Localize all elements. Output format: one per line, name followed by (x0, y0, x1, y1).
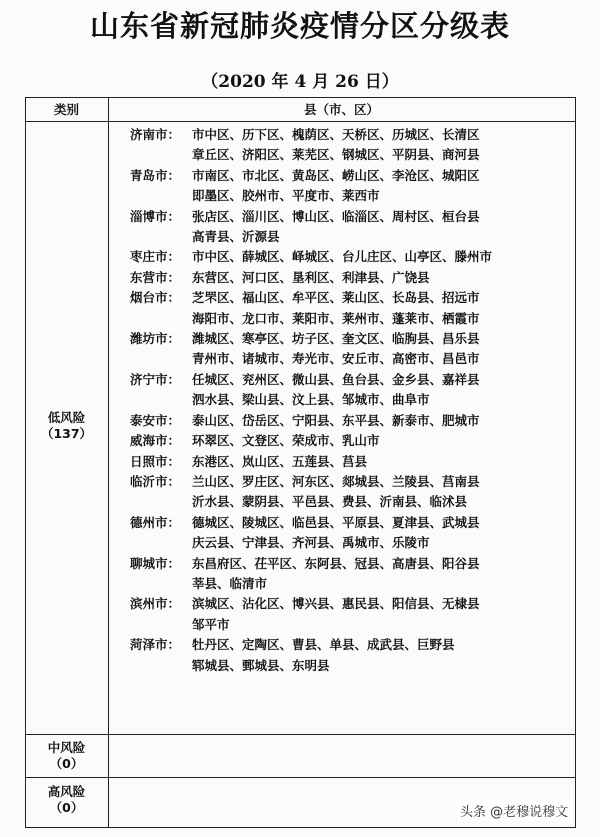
city-name-spacer (130, 349, 192, 369)
low-risk-label (25, 410, 108, 442)
city-name-spacer (130, 309, 192, 329)
date-line: （2020 年 4 月 26 日） (201, 72, 399, 92)
county-list: 泰山区、岱岳区、宁阳县、东平县、新泰市、肥城市 (192, 412, 480, 428)
city-row (130, 492, 492, 512)
city-name-spacer (130, 615, 192, 635)
county-list: 庆云县、宁津县、齐河县、禹城市、乐陵市 (192, 535, 430, 551)
low-risk-county-list (130, 125, 492, 676)
header-county: 县（市、区） (303, 102, 379, 117)
city-row (130, 309, 492, 329)
city-name: 济宁市： (130, 371, 181, 387)
county-list: 东昌府区、茌平区、东阿县、冠县、高唐县、阳谷县 (192, 555, 480, 571)
page-title: 山东省新冠肺炎疫情分区分级表 (89, 9, 510, 43)
city-name-spacer (130, 227, 192, 247)
row-divider-low-medium (25, 734, 575, 735)
high-risk-count: （0） (49, 800, 84, 815)
medium-risk-title: 中风险 (47, 740, 86, 755)
city-row (130, 166, 492, 186)
county-list: 兰山区、罗庄区、河东区、郯城县、兰陵县、莒南县 (192, 473, 480, 489)
city-row (130, 533, 492, 553)
county-list: 泗水县、梁山县、汶上县、邹城市、曲阜市 (192, 392, 430, 408)
city-row (130, 227, 492, 247)
county-list: 任城区、兖州区、微山县、鱼台县、金乡县、嘉祥县 (192, 371, 480, 387)
city-row (130, 247, 492, 267)
city-name: 济南市： (130, 127, 181, 142)
row-divider-medium-high (25, 777, 575, 778)
city-row (130, 513, 492, 533)
city-name-spacer (130, 656, 192, 676)
city-row (130, 390, 492, 410)
city-name-spacer (130, 574, 192, 594)
county-list: 牡丹区、定陶区、曹县、单县、成武县、巨野县 (192, 637, 455, 653)
watermark: 头条 @老穆说穆文 (456, 800, 572, 821)
header-divider (25, 121, 575, 122)
county-list: 即墨区、胶州市、平度市、莱西市 (192, 188, 380, 204)
city-name: 东营市： (130, 269, 181, 285)
county-list: 滨城区、沾化区、博兴县、惠民县、阳信县、无棣县 (192, 596, 480, 612)
city-row (130, 349, 492, 369)
city-row (130, 145, 492, 165)
city-name-spacer (130, 533, 192, 553)
city-row (130, 656, 492, 676)
county-list: 海阳市、龙口市、莱阳市、莱州市、蓬莱市、栖霞市 (192, 310, 480, 326)
city-row (130, 472, 492, 492)
city-name: 聊城市： (130, 555, 181, 571)
medium-risk-count: （0） (49, 756, 84, 771)
city-name-spacer (130, 145, 192, 165)
county-list: 市中区、历下区、槐荫区、天桥区、历城区、长清区 (192, 127, 480, 142)
low-risk-title: 低风险 (47, 410, 86, 425)
county-list: 芝罘区、福山区、牟平区、莱山区、长岛县、招远市 (192, 290, 480, 306)
city-name: 滨州市： (130, 596, 181, 612)
county-list: 市中区、薛城区、峄城区、台儿庄区、山亭区、滕州市 (192, 249, 493, 265)
county-list: 德城区、陵城区、临邑县、平原县、夏津县、武城县 (192, 514, 480, 530)
county-list: 东营区、河口区、垦利区、利津县、广饶县 (192, 269, 430, 285)
county-list: 莘县、临清市 (192, 575, 268, 591)
city-row (130, 554, 492, 574)
city-row (130, 370, 492, 390)
county-list: 郓城县、鄄城县、东明县 (192, 657, 330, 673)
city-row (130, 452, 492, 472)
city-row (130, 268, 492, 288)
medium-risk-label (25, 740, 108, 772)
city-name: 烟台市： (130, 290, 181, 306)
city-name-spacer (130, 492, 192, 512)
county-list: 潍城区、寒亭区、坊子区、奎文区、临朐县、昌乐县 (192, 331, 480, 347)
low-risk-count: （137） (40, 426, 93, 441)
city-name: 泰安市： (130, 412, 181, 428)
city-name: 日照市： (130, 453, 181, 469)
county-list: 高青县、沂源县 (192, 229, 280, 245)
city-row (130, 574, 492, 594)
city-name: 德州市： (130, 514, 181, 530)
column-divider (108, 97, 109, 827)
city-row (130, 615, 492, 635)
high-risk-title: 高风险 (47, 784, 86, 799)
city-name: 潍坊市： (130, 331, 181, 347)
county-list: 张店区、淄川区、博山区、临淄区、周村区、桓台县 (192, 208, 480, 224)
city-name-spacer (130, 186, 192, 206)
city-row (130, 125, 492, 145)
county-list: 东港区、岚山区、五莲县、莒县 (192, 453, 368, 469)
city-row (130, 207, 492, 227)
city-row (130, 635, 492, 655)
city-row (130, 431, 492, 451)
city-row (130, 329, 492, 349)
city-name: 威海市： (130, 433, 181, 449)
city-name: 青岛市： (130, 167, 181, 183)
county-list: 环翠区、文登区、荣成市、乳山市 (192, 433, 380, 449)
city-row (130, 186, 492, 206)
city-name: 临沂市： (130, 473, 181, 489)
county-list: 沂水县、蒙阴县、平邑县、费县、沂南县、临沭县 (192, 494, 468, 510)
city-name: 枣庄市： (130, 249, 181, 265)
city-row (130, 594, 492, 614)
city-name: 菏泽市： (130, 637, 181, 653)
county-list: 青州市、诸城市、寿光市、安丘市、高密市、昌邑市 (192, 351, 480, 367)
county-list: 邹平市 (192, 616, 230, 632)
high-risk-label (25, 784, 108, 816)
county-list: 章丘区、济阳区、莱芜区、钢城区、平阴县、商河县 (192, 147, 480, 163)
city-name: 淄博市： (130, 208, 181, 224)
city-row (130, 288, 492, 308)
city-name-spacer (130, 390, 192, 410)
header-category: 类别 (53, 102, 79, 117)
city-row (130, 411, 492, 431)
county-list: 市南区、市北区、黄岛区、崂山区、李沧区、城阳区 (192, 167, 480, 183)
